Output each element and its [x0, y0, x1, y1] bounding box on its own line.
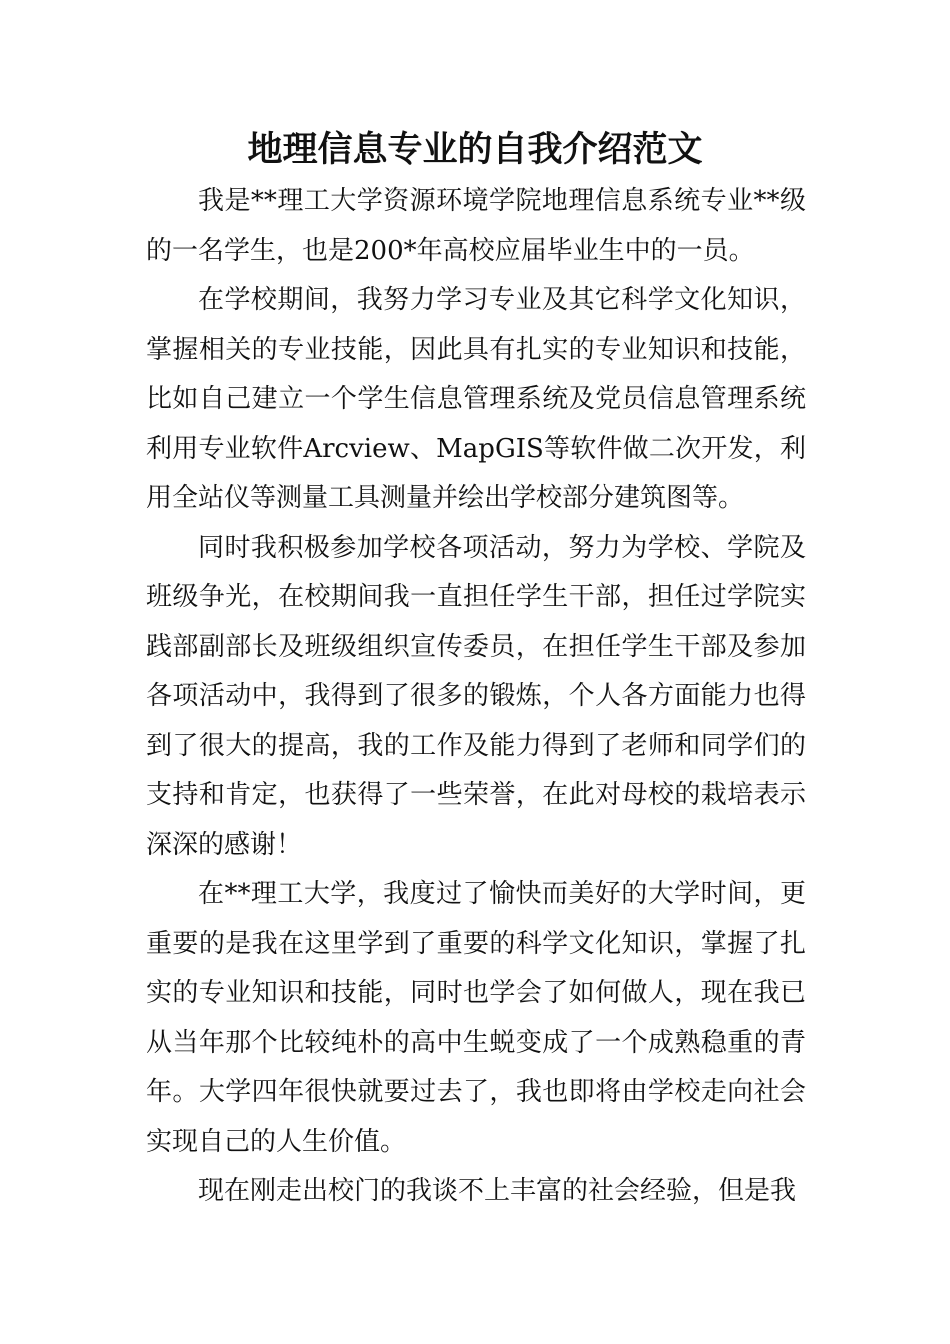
paragraph-1: 我是**理工大学资源环境学院地理信息系统专业**级的一名学生，也是200*年高校应届毕业生中的一员。: [146, 186, 806, 266]
paragraph-4: 在**理工大学，我度过了愉快而美好的大学时间，更重要的是我在这里学到了重要的科学文化知识，掌握了扎实的专业知识和技能，同时也学会了如何做人，现在我已从当年那个比较纯朴的高中生蜕变成了一个成熟稳重的青年。大学四年很快就要过去了，我也即将由学校走向社会实现自己的人生价值。: [146, 879, 806, 1157]
paragraph-5: 现在刚走出校门的我谈不上丰富的社会经验，但是我: [198, 1176, 797, 1206]
document-body: [146, 177, 806, 1217]
paragraph-2: 在学校期间，我努力学习专业及其它科学文化知识，掌握相关的专业技能，因此具有扎实的专业知识和技能，比如自己建立一个学生信息管理系统及党员信息管理系统利用专业软件Arcview、MapGIS等软件做二次开发，利用全站仪等测量工具测量并绘出学校部分建筑图等。: [146, 285, 806, 513]
paragraph-3: 同时我积极参加学校各项活动，努力为学校、学院及班级争光，在校期间我一直担任学生干部，担任过学院实践部副部长及班级组织宣传委员，在担任学生干部及参加各项活动中，我得到了很多的锻炼，个人各方面能力也得到了很大的提高，我的工作及能力得到了老师和同学们的支持和肯定，也获得了一些荣誉，在此对母校的栽培表示深深的感谢！: [146, 532, 806, 860]
document-title: 地理信息专业的自我介绍范文: [247, 130, 703, 170]
